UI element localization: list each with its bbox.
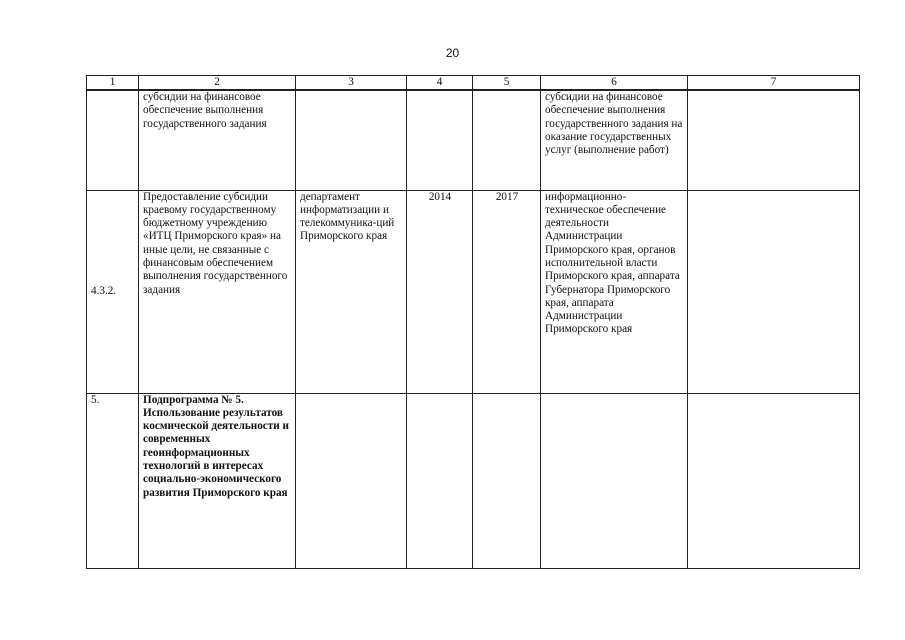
end-year-cell: 2017 xyxy=(473,190,541,393)
subprogram-title-cell: Подпрограмма № 5. Использование результатов космической деятельности и современных геоинформационных технологий в интересах социально-экономического развития Приморского края xyxy=(139,393,296,568)
column-header-4: 4 xyxy=(407,76,473,91)
expected-result-cell: информационно-техническое обеспечение деятельности Администрации Приморского края, органов исполнительной власти Приморского края, аппарата Губернатора Приморского края, аппарата Администрации Приморского края xyxy=(541,190,688,393)
note-cell xyxy=(688,90,860,190)
activity-name-cell: субсидии на финансовое обеспечение выполнения государственного задания xyxy=(139,90,296,190)
column-header-5: 5 xyxy=(473,76,541,91)
note-cell xyxy=(688,393,860,568)
expected-result-cell xyxy=(541,393,688,568)
column-header-7: 7 xyxy=(688,76,860,91)
column-header-3: 3 xyxy=(296,76,407,91)
page-number: 20 xyxy=(445,46,460,60)
end-year-cell xyxy=(473,393,541,568)
table-row xyxy=(87,90,860,190)
program-activities-table xyxy=(86,75,860,569)
executor-cell xyxy=(296,90,407,190)
activity-name-cell: Предоставление субсидии краевому государственному бюджетному учреждению «ИТЦ Приморского края» на иные цели, не связанные с финансовым обеспечением выполнения государственного задания xyxy=(139,190,296,393)
row-number-cell: 4.3.2. xyxy=(87,190,139,393)
column-header-2: 2 xyxy=(139,76,296,91)
start-year-cell xyxy=(407,90,473,190)
table-row xyxy=(87,190,860,393)
column-number-header-row xyxy=(87,76,860,91)
executor-cell: департамент информатизации и телекоммуника-ций Приморского края xyxy=(296,190,407,393)
note-cell xyxy=(688,190,860,393)
end-year-cell xyxy=(473,90,541,190)
row-number-cell: 5. xyxy=(87,393,139,568)
expected-result-cell: субсидии на финансовое обеспечение выполнения государственного задания на оказание государственных услуг (выполнение работ) xyxy=(541,90,688,190)
start-year-cell: 2014 xyxy=(407,190,473,393)
row-number-cell xyxy=(87,90,139,190)
column-header-1: 1 xyxy=(87,76,139,91)
column-header-6: 6 xyxy=(541,76,688,91)
start-year-cell xyxy=(407,393,473,568)
executor-cell xyxy=(296,393,407,568)
table-row xyxy=(87,393,860,568)
